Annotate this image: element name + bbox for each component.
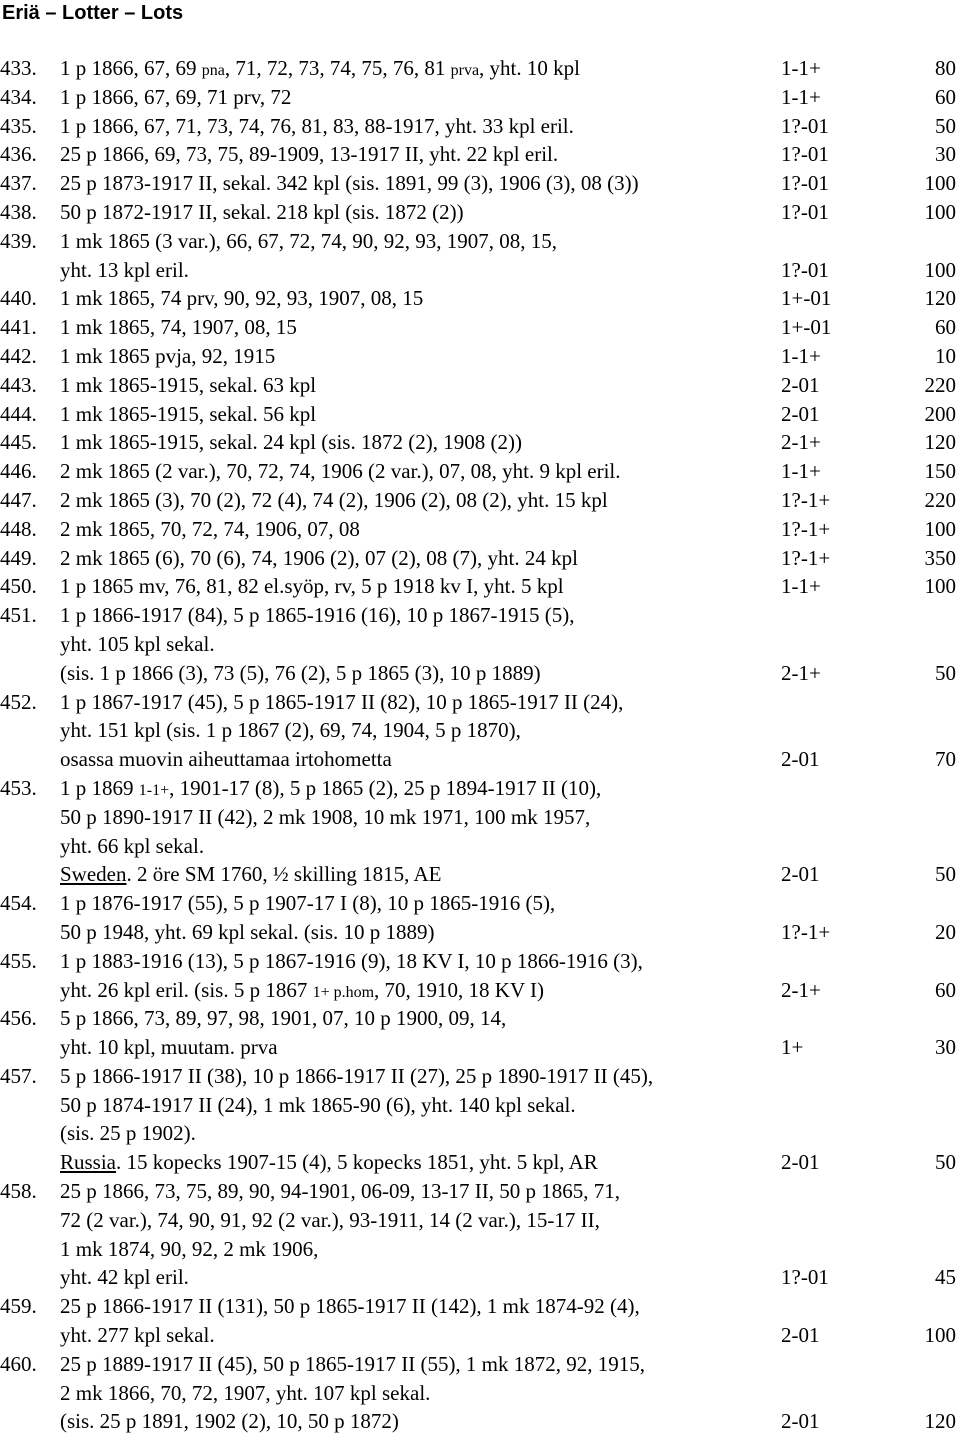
lot-line <box>0 371 960 400</box>
lot-price: 350 <box>924 545 956 570</box>
lot-description <box>60 1407 399 1436</box>
description-text: 1 mk 1865, 74 prv, 90, 92, 93, 1907, 08, 15 <box>60 286 424 311</box>
lot-item <box>0 688 960 774</box>
lot-item <box>0 1177 960 1292</box>
lot-item <box>0 284 960 313</box>
lot-line <box>0 889 960 918</box>
lot-line <box>0 83 960 112</box>
lot-line <box>0 227 960 256</box>
lot-description <box>60 889 555 918</box>
lot-item <box>0 342 960 371</box>
lot-number: 451. <box>0 603 37 628</box>
lot-line <box>0 630 960 659</box>
description-text: prva <box>450 62 480 79</box>
lot-price: 150 <box>924 459 956 484</box>
page-title: Eriä – Lotter – Lots <box>2 2 184 24</box>
description-text: yht. 277 kpl sekal. <box>60 1323 215 1348</box>
lot-item <box>0 774 960 889</box>
lot-line <box>0 803 960 832</box>
lot-line <box>0 716 960 745</box>
description-text: , yht. 10 kpl <box>479 56 580 80</box>
lot-condition: 2-01 <box>781 401 820 426</box>
lot-line <box>0 284 960 313</box>
description-text: (sis. 25 p 1902). <box>60 1121 196 1146</box>
lot-item <box>0 428 960 457</box>
description-text: yht. 10 kpl, muutam. prva <box>60 1035 278 1060</box>
lot-line <box>0 1004 960 1033</box>
lot-item <box>0 371 960 400</box>
description-text: 1 p 1865 mv, 76, 81, 82 el.syöp, rv, 5 p 1918 kv I, yht. 5 kpl <box>60 574 564 599</box>
lot-condition: 1-1+ <box>781 459 821 484</box>
lot-price: 60 <box>935 84 956 109</box>
lot-line <box>0 1091 960 1120</box>
lot-number: 435. <box>0 113 37 138</box>
lot-condition: 1-1+ <box>781 84 821 109</box>
lot-number: 452. <box>0 689 37 714</box>
lot-description <box>60 947 643 976</box>
description-text: . 2 öre SM 1760, ½ skilling 1815, AE <box>126 862 442 887</box>
lot-description <box>60 1263 189 1292</box>
lot-price: 30 <box>935 142 956 167</box>
lot-price: 100 <box>924 574 956 599</box>
description-text: 2 mk 1866, 70, 72, 1907, yht. 107 kpl sekal. <box>60 1380 431 1405</box>
lot-item <box>0 515 960 544</box>
lot-line <box>0 1062 960 1091</box>
lot-item <box>0 544 960 573</box>
lot-line <box>0 601 960 630</box>
lot-description <box>60 486 608 515</box>
lot-condition: 2-01 <box>781 862 820 887</box>
lot-description <box>60 745 392 774</box>
lot-number: 442. <box>0 343 37 368</box>
lot-item <box>0 457 960 486</box>
description-text: 25 p 1873-1917 II, sekal. 342 kpl (sis. 1891, 99 (3), 1906 (3), 08 (3)) <box>60 171 639 196</box>
lot-line <box>0 976 960 1005</box>
description-text: , 70, 1910, 18 KV I) <box>374 977 544 1002</box>
description-text: 50 p 1874-1917 II (24), 1 mk 1865-90 (6), yht. 140 kpl sekal. <box>60 1092 576 1117</box>
description-text: , 1901-17 (8), 5 p 1865 (2), 25 p 1894-1917 II (10), <box>169 775 602 800</box>
lot-condition: 1?-01 <box>781 142 829 167</box>
lot-line <box>0 745 960 774</box>
description-text: 1-1+ <box>138 781 170 799</box>
lot-price: 45 <box>935 1265 956 1290</box>
lot-item <box>0 601 960 687</box>
lot-condition: 2-01 <box>781 1409 820 1434</box>
lot-price: 50 <box>935 113 956 138</box>
description-text: 1 p 1866-1917 (84), 5 p 1865-1916 (16), 10 p 1867-1915 (5), <box>60 603 575 628</box>
lot-description <box>60 371 316 400</box>
lot-description <box>60 1177 620 1206</box>
lot-line <box>0 774 960 803</box>
lot-price: 30 <box>935 1035 956 1060</box>
lot-item <box>0 313 960 342</box>
lot-description <box>60 774 601 806</box>
lot-item <box>0 1350 960 1436</box>
lot-number: 434. <box>0 84 37 109</box>
description-text: 1 mk 1865-1915, sekal. 24 kpl (sis. 1872 (2), 1908 (2)) <box>60 430 522 455</box>
lot-condition: 1-1+ <box>781 574 821 599</box>
lot-price: 100 <box>924 257 956 282</box>
lot-line <box>0 1321 960 1350</box>
description-text: (sis. 1 p 1866 (3), 73 (5), 76 (2), 5 p 1865 (3), 10 p 1889) <box>60 660 541 685</box>
description-text: pna <box>201 62 225 79</box>
lot-description <box>60 544 578 573</box>
lot-price: 10 <box>935 343 956 368</box>
lot-item <box>0 83 960 112</box>
lot-line <box>0 544 960 573</box>
lot-line <box>0 1119 960 1148</box>
description-text: 1 p 1883-1916 (13), 5 p 1867-1916 (9), 18 KV I, 10 p 1866-1916 (3), <box>60 948 643 973</box>
lot-price: 120 <box>924 430 956 455</box>
lot-item <box>0 572 960 601</box>
lot-condition: 1+-01 <box>781 286 832 311</box>
lot-line <box>0 342 960 371</box>
lot-description <box>60 601 574 630</box>
lot-number: 447. <box>0 487 37 512</box>
lot-price: 120 <box>924 1409 956 1434</box>
lot-description <box>60 572 564 601</box>
lot-description <box>60 688 623 717</box>
description-text: 1 mk 1865, 74, 1907, 08, 15 <box>60 315 297 340</box>
lot-condition: 1?-1+ <box>781 545 831 570</box>
description-text: yht. 151 kpl (sis. 1 p 1867 (2), 69, 74, 1904, 5 p 1870), <box>60 718 521 743</box>
lot-line <box>0 1263 960 1292</box>
lot-number: 446. <box>0 459 37 484</box>
lot-number: 445. <box>0 430 37 455</box>
lot-price: 120 <box>924 286 956 311</box>
lot-condition: 1+-01 <box>781 315 832 340</box>
description-text: 1 mk 1865-1915, sekal. 63 kpl <box>60 372 317 397</box>
lot-description <box>60 83 291 112</box>
lot-number: 441. <box>0 315 37 340</box>
country-heading: Sweden <box>60 862 127 887</box>
lot-item <box>0 400 960 429</box>
lot-condition: 1?-1+ <box>781 516 831 541</box>
lot-line <box>0 1206 960 1235</box>
lot-line <box>0 1177 960 1206</box>
description-text: yht. 13 kpl eril. <box>60 257 189 282</box>
lot-line <box>0 1148 960 1177</box>
lot-line <box>0 1033 960 1062</box>
lot-list <box>0 54 960 1436</box>
lot-item <box>0 169 960 198</box>
lot-line <box>0 256 960 285</box>
lot-item <box>0 1004 960 1062</box>
description-text: 50 p 1872-1917 II, sekal. 218 kpl (sis. 1872 (2)) <box>60 199 464 224</box>
lot-price: 50 <box>935 1150 956 1175</box>
lot-number: 455. <box>0 948 37 973</box>
lot-condition: 1-1+ <box>781 56 821 80</box>
description-text: 50 p 1948, yht. 69 kpl sekal. (sis. 10 p 1889) <box>60 919 435 944</box>
lot-description <box>60 918 434 947</box>
lot-description <box>60 1321 215 1350</box>
lot-condition: 1?-01 <box>781 199 829 224</box>
lot-price: 100 <box>924 171 956 196</box>
description-text: 1 p 1866, 67, 69 <box>60 56 202 80</box>
lot-line <box>0 140 960 169</box>
lot-condition: 2-01 <box>781 1150 820 1175</box>
lot-line <box>0 659 960 688</box>
description-text: 1 mk 1865 pvja, 92, 1915 <box>60 343 276 368</box>
description-text: 2 mk 1865, 70, 72, 74, 1906, 07, 08 <box>60 516 360 541</box>
lot-price: 100 <box>924 516 956 541</box>
lot-description <box>60 457 621 486</box>
lot-description <box>60 1148 598 1177</box>
lot-condition: 1+ <box>781 1035 804 1060</box>
lot-line <box>0 1235 960 1264</box>
lot-line <box>0 112 960 141</box>
lot-description <box>60 1206 600 1235</box>
lot-description <box>60 976 544 1008</box>
lot-number: 437. <box>0 171 37 196</box>
description-text: 25 p 1866, 69, 73, 75, 89-1909, 13-1917 II, yht. 22 kpl eril. <box>60 142 559 167</box>
lot-number: 460. <box>0 1351 37 1376</box>
lot-description <box>60 140 558 169</box>
description-text: 1 p 1866, 67, 71, 73, 74, 76, 81, 83, 88-1917, yht. 33 kpl eril. <box>60 113 574 138</box>
lot-condition: 1?-1+ <box>781 919 831 944</box>
lot-line <box>0 428 960 457</box>
lot-condition: 1?-1+ <box>781 487 831 512</box>
description-text: 1 p 1867-1917 (45), 5 p 1865-1917 II (82), 10 p 1865-1917 II (24), <box>60 689 624 714</box>
lot-price: 70 <box>935 747 956 772</box>
description-text: 1 p 1876-1917 (55), 5 p 1907-17 I (8), 10 p 1865-1916 (5), <box>60 891 556 916</box>
lot-item <box>0 1292 960 1350</box>
lot-description <box>60 1062 653 1091</box>
lot-line <box>0 688 960 717</box>
lot-description <box>60 659 541 688</box>
description-text: 1 p 1869 <box>60 775 139 800</box>
lot-description <box>60 1004 506 1033</box>
lot-price: 220 <box>924 372 956 397</box>
lot-description <box>60 1033 278 1062</box>
lot-number: 453. <box>0 775 37 800</box>
lot-line <box>0 860 960 889</box>
lot-description <box>60 1119 196 1148</box>
lot-description <box>60 832 204 861</box>
lot-condition: 1?-01 <box>781 1265 829 1290</box>
lot-number: 456. <box>0 1006 37 1031</box>
description-text: 25 p 1889-1917 II (45), 50 p 1865-1917 II (55), 1 mk 1872, 92, 1915, <box>60 1351 646 1376</box>
lot-number: 444. <box>0 401 37 426</box>
description-text: yht. 42 kpl eril. <box>60 1265 189 1290</box>
lot-description <box>60 1292 640 1321</box>
description-text: 1+ p.hom <box>312 983 375 1001</box>
lot-price: 60 <box>935 977 956 1002</box>
lot-price: 20 <box>935 919 956 944</box>
lot-condition: 2-1+ <box>781 977 821 1002</box>
lot-description <box>60 428 522 457</box>
lot-price: 50 <box>935 660 956 685</box>
description-text: 1 mk 1874, 90, 92, 2 mk 1906, <box>60 1236 319 1261</box>
lot-description <box>60 803 590 832</box>
description-text: 5 p 1866, 73, 89, 97, 98, 1901, 07, 10 p 1900, 09, 14, <box>60 1006 507 1031</box>
description-text: osassa muovin aiheuttamaa irtohometta <box>60 747 392 772</box>
lot-number: 439. <box>0 228 37 253</box>
lot-condition: 2-1+ <box>781 430 821 455</box>
lot-number: 440. <box>0 286 37 311</box>
lot-line <box>0 1407 960 1436</box>
lot-line <box>0 1350 960 1379</box>
lot-line <box>0 169 960 198</box>
lot-price: 220 <box>924 487 956 512</box>
description-text: yht. 105 kpl sekal. <box>60 631 215 656</box>
description-text: 50 p 1890-1917 II (42), 2 mk 1908, 10 mk 1971, 100 mk 1957, <box>60 804 591 829</box>
lot-condition: 2-01 <box>781 1323 820 1348</box>
description-text: 1 p 1866, 67, 69, 71 prv, 72 <box>60 84 292 109</box>
lot-number: 449. <box>0 545 37 570</box>
lot-number: 458. <box>0 1179 37 1204</box>
lot-line <box>0 54 960 83</box>
lot-item <box>0 112 960 141</box>
lot-condition: 2-1+ <box>781 660 821 685</box>
lot-description <box>60 716 521 745</box>
lot-number: 436. <box>0 142 37 167</box>
lot-description <box>60 400 316 429</box>
lot-item <box>0 140 960 169</box>
lot-line <box>0 486 960 515</box>
description-text: 72 (2 var.), 74, 90, 91, 92 (2 var.), 93-1911, 14 (2 var.), 15-17 II, <box>60 1207 600 1232</box>
lot-description <box>60 256 189 285</box>
lot-number: 443. <box>0 372 37 397</box>
lot-item <box>0 1062 960 1177</box>
lot-condition: 2-01 <box>781 747 820 772</box>
lot-price: 60 <box>935 315 956 340</box>
lot-price: 80 <box>935 56 956 80</box>
lot-condition: 1?-01 <box>781 257 829 282</box>
description-text: . 15 kopecks 1907-15 (4), 5 kopecks 1851, yht. 5 kpl, AR <box>116 1150 598 1175</box>
lot-line <box>0 832 960 861</box>
lot-number: 448. <box>0 516 37 541</box>
lot-description <box>60 1091 576 1120</box>
lot-item <box>0 227 960 285</box>
lot-description <box>60 169 639 198</box>
lot-item <box>0 486 960 515</box>
lot-line <box>0 457 960 486</box>
lot-number: 450. <box>0 574 37 599</box>
lot-line <box>0 918 960 947</box>
lot-line <box>0 198 960 227</box>
lot-description <box>60 1379 430 1408</box>
lot-condition: 2-01 <box>781 372 820 397</box>
description-text: , 71, 72, 73, 74, 75, 76, 81 <box>224 56 451 80</box>
lot-description <box>60 1350 645 1379</box>
lot-description <box>60 630 215 659</box>
lot-line <box>0 313 960 342</box>
lot-item <box>0 947 960 1005</box>
lot-line <box>0 1379 960 1408</box>
description-text: 1 mk 1865-1915, sekal. 56 kpl <box>60 401 317 426</box>
lot-description <box>60 112 574 141</box>
lot-line <box>0 515 960 544</box>
lot-description <box>60 227 557 256</box>
lot-description <box>60 515 360 544</box>
description-text: 2 mk 1865 (3), 70 (2), 72 (4), 74 (2), 1906 (2), 08 (2), yht. 15 kpl <box>60 487 608 512</box>
lot-description <box>60 54 580 86</box>
lot-price: 200 <box>924 401 956 426</box>
lot-condition: 1?-01 <box>781 171 829 196</box>
description-text: yht. 26 kpl eril. (sis. 5 p 1867 <box>60 977 313 1002</box>
lot-number: 433. <box>0 56 37 80</box>
description-text: (sis. 25 p 1891, 1902 (2), 10, 50 p 1872) <box>60 1409 399 1434</box>
description-text: yht. 66 kpl sekal. <box>60 833 205 858</box>
description-text: 2 mk 1865 (6), 70 (6), 74, 1906 (2), 07 (2), 08 (7), yht. 24 kpl <box>60 545 578 570</box>
description-text: 25 p 1866-1917 II (131), 50 p 1865-1917 II (142), 1 mk 1874-92 (4), <box>60 1294 640 1319</box>
lot-description <box>60 284 423 313</box>
description-text: 5 p 1866-1917 II (38), 10 p 1866-1917 II (27), 25 p 1890-1917 II (45), <box>60 1063 654 1088</box>
lot-item <box>0 54 960 83</box>
lot-number: 457. <box>0 1063 37 1088</box>
lot-line <box>0 947 960 976</box>
lot-line <box>0 572 960 601</box>
lot-number: 459. <box>0 1294 37 1319</box>
lot-condition: 1?-01 <box>781 113 829 138</box>
lot-number: 454. <box>0 891 37 916</box>
lot-number: 438. <box>0 199 37 224</box>
lot-price: 50 <box>935 862 956 887</box>
lot-line <box>0 1292 960 1321</box>
country-heading: Russia <box>60 1150 117 1175</box>
lot-item <box>0 198 960 227</box>
description-text: 25 p 1866, 73, 75, 89, 90, 94-1901, 06-09, 13-17 II, 50 p 1865, 71, <box>60 1179 620 1204</box>
lot-description <box>60 860 442 889</box>
lot-line <box>0 400 960 429</box>
description-text: 2 mk 1865 (2 var.), 70, 72, 74, 1906 (2 var.), 07, 08, yht. 9 kpl eril. <box>60 459 621 484</box>
lot-description <box>60 313 297 342</box>
description-text: 1 mk 1865 (3 var.), 66, 67, 72, 74, 90, 92, 93, 1907, 08, 15, <box>60 228 557 253</box>
lot-price: 100 <box>924 199 956 224</box>
lot-price: 100 <box>924 1323 956 1348</box>
lot-item <box>0 889 960 947</box>
lot-condition: 1-1+ <box>781 343 821 368</box>
lot-description <box>60 342 275 371</box>
lot-description <box>60 198 464 227</box>
lot-description <box>60 1235 318 1264</box>
